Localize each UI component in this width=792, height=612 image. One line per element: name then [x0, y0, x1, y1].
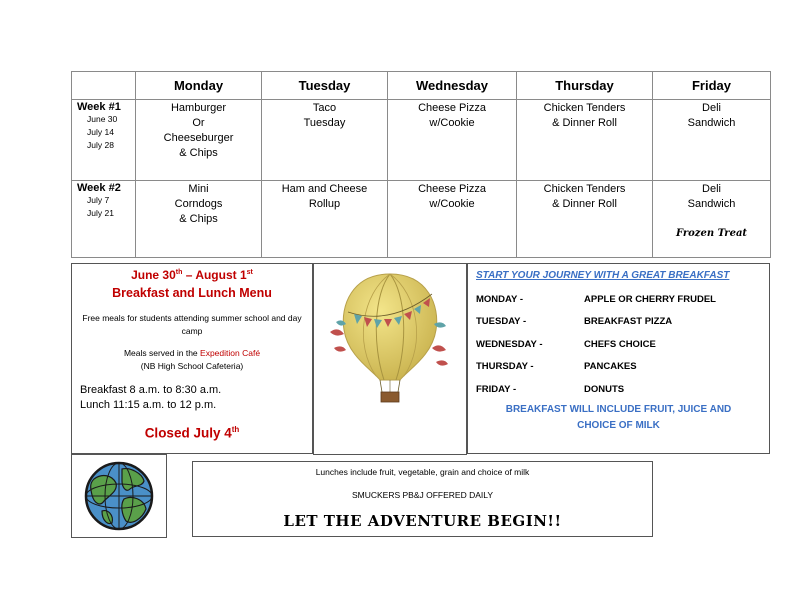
breakfast-day: TUESDAY - [476, 316, 527, 328]
meal-line: & Chips [179, 147, 218, 159]
cafe-name: Expedition Café [200, 348, 261, 358]
week1-date: June 30 [87, 114, 118, 124]
meal-line: Hamburger [170, 102, 227, 114]
lunch-includes-note: Lunches include fruit, vegetable, grain and choice of milk [315, 467, 530, 477]
breakfast-day: THURSDAY - [476, 361, 534, 373]
breakfast-day: MONDAY - [476, 294, 523, 305]
week2-wednesday-cell [388, 181, 517, 258]
meal-line: Cheeseburger [163, 132, 234, 144]
breakfast-day: FRIDAY - [476, 383, 517, 395]
date-range [72, 268, 312, 282]
week2-friday-cell [653, 181, 771, 258]
week2-thursday-cell [517, 181, 653, 258]
date-start-suffix: th [175, 269, 183, 276]
week2-row [72, 181, 771, 258]
meal-line: Taco [312, 102, 337, 114]
meal-line: w/Cookie [429, 198, 475, 210]
meal-line: Chicken Tenders [543, 183, 626, 195]
meal-line: & Dinner Roll [552, 198, 617, 210]
meal-line: Mini [188, 183, 209, 195]
week2-label-cell [72, 181, 136, 258]
meal-line: Or [192, 117, 205, 129]
date-separator: – [182, 268, 196, 282]
meal-line: Cheese Pizza [418, 183, 486, 195]
menu-info-box [71, 263, 313, 454]
breakfast-item: BREAKFAST PIZZA [584, 316, 673, 328]
meal-line: Chicken Tenders [543, 102, 626, 114]
week1-label: Week #1 [77, 101, 121, 113]
adventure-slogan: LET THE ADVENTURE BEGIN!! [283, 512, 562, 530]
header-thursday: Thursday [517, 72, 653, 100]
served-building: (NB High School Cafeteria) [140, 361, 244, 371]
breakfast-row [468, 334, 769, 356]
closed-text: Closed July 4 [144, 425, 232, 441]
weekly-menu-table [71, 71, 771, 258]
pbj-note: SMUCKERS PB&J OFFERED DAILY [351, 490, 494, 500]
breakfast-item: APPLE OR CHERRY FRUDEL [584, 294, 716, 305]
meal-line: Ham and Cheese [281, 183, 368, 195]
meal-line: & Dinner Roll [552, 117, 617, 129]
header-tuesday: Tuesday [262, 72, 388, 100]
breakfast-item: CHEFS CHOICE [584, 338, 656, 350]
breakfast-row [468, 289, 769, 311]
date-end-suffix: st [246, 269, 253, 276]
meal-line: Cheese Pizza [418, 102, 486, 114]
breakfast-hours: Breakfast 8 a.m. to 8:30 a.m. [80, 384, 222, 396]
week1-monday-cell [136, 100, 262, 181]
meal-line: Sandwich [687, 117, 736, 129]
header-friday: Friday [653, 72, 771, 100]
week1-date: July 28 [87, 140, 114, 150]
header-corner [72, 72, 136, 100]
week1-label-cell [72, 100, 136, 181]
breakfast-day: WEDNESDAY - [476, 338, 543, 350]
free-meals-note: Free meals for students attending summer school and day camp [82, 313, 302, 336]
closed-notice [72, 425, 312, 441]
menu-title: Breakfast and Lunch Menu [112, 286, 272, 300]
globe-icon [72, 455, 166, 537]
breakfast-item: DONUTS [584, 383, 625, 395]
breakfast-box [467, 263, 770, 454]
week2-date: July 21 [87, 208, 114, 218]
week1-friday-cell [653, 100, 771, 181]
breakfast-row [468, 311, 769, 333]
balloon-image-box [313, 263, 467, 455]
week1-thursday-cell [517, 100, 653, 181]
meal-line: Tuesday [303, 117, 346, 129]
lunch-notes-box [192, 461, 653, 537]
header-wednesday: Wednesday [388, 72, 517, 100]
date-end: August 1 [195, 268, 247, 282]
hot-air-balloon-icon [314, 264, 466, 454]
meal-line: Deli [702, 102, 721, 114]
week2-tuesday-cell [262, 181, 388, 258]
week2-date: July 7 [87, 195, 110, 205]
lunch-hours: Lunch 11:15 a.m. to 12 p.m. [80, 399, 217, 411]
meal-line: Sandwich [687, 198, 736, 210]
week1-wednesday-cell [388, 100, 517, 181]
meal-hours [72, 383, 312, 413]
date-start: June 30 [131, 268, 176, 282]
week1-date: July 14 [87, 127, 114, 137]
week1-tuesday-cell [262, 100, 388, 181]
breakfast-row [468, 379, 769, 401]
frozen-treat-label: Frozen Treat [675, 228, 748, 239]
meal-line: & Chips [179, 213, 218, 225]
breakfast-item: PANCAKES [584, 361, 637, 373]
week1-row [72, 100, 771, 181]
served-prefix: Meals served in the [123, 348, 201, 358]
meal-line: Deli [702, 183, 721, 195]
breakfast-row [468, 356, 769, 378]
meal-line: Rollup [308, 198, 341, 210]
week2-label: Week #2 [77, 182, 121, 194]
globe-image-box [71, 454, 167, 538]
closed-suffix: th [231, 425, 240, 434]
header-monday: Monday [136, 72, 262, 100]
meal-line: Corndogs [174, 198, 223, 210]
served-location-note [72, 347, 312, 373]
breakfast-note: BREAKFAST WILL INCLUDE FRUIT, JUICE AND CHOICE OF MILK [505, 403, 732, 431]
header-row [72, 72, 771, 100]
breakfast-heading: START YOUR JOURNEY WITH A GREAT BREAKFAST [476, 270, 730, 281]
week2-monday-cell [136, 181, 262, 258]
meal-line: w/Cookie [429, 117, 475, 129]
